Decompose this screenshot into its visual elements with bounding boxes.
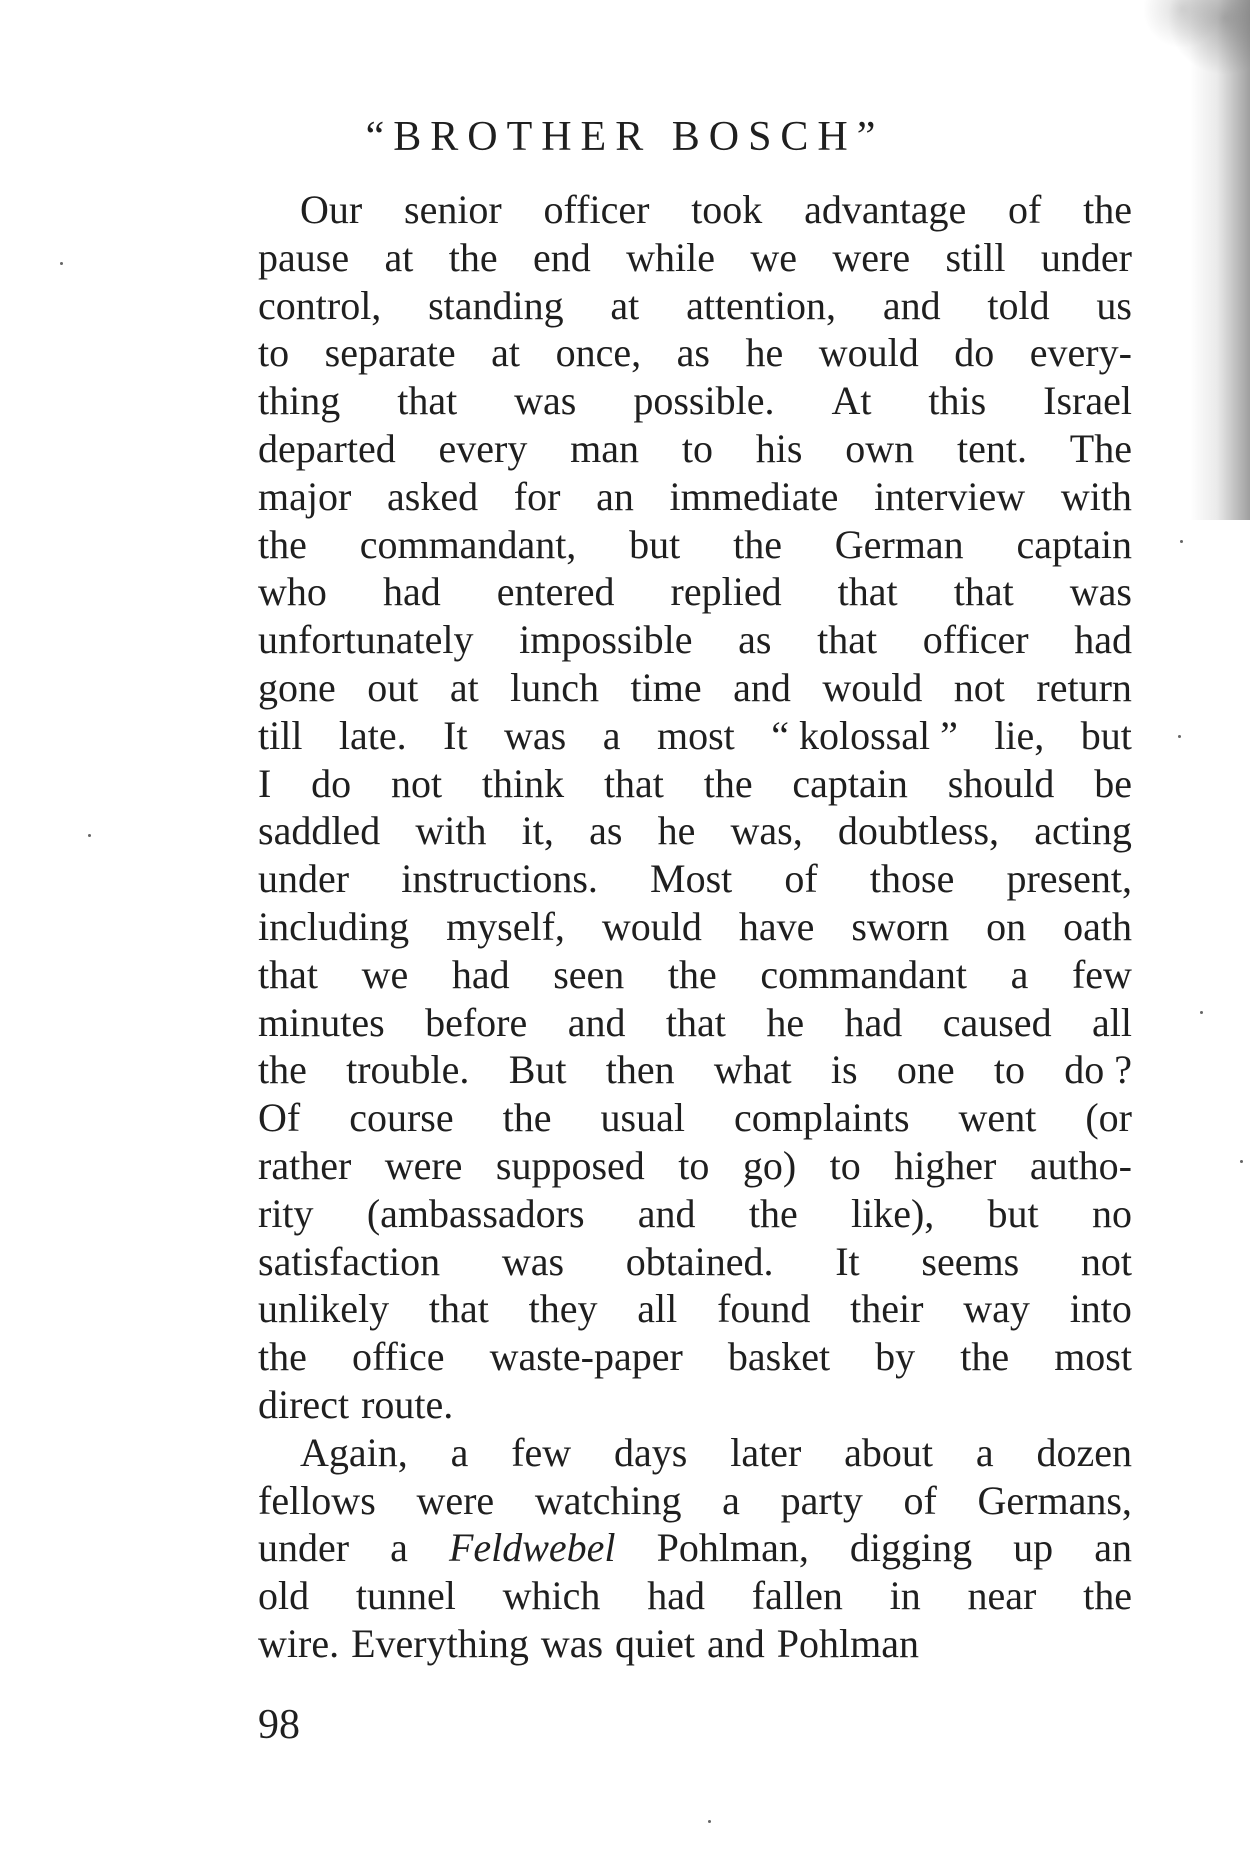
- scan-speckle: [1080, 0, 1250, 90]
- word: acting: [1034, 808, 1132, 854]
- word: to: [258, 330, 290, 376]
- word: course: [349, 1095, 454, 1141]
- word: including: [258, 903, 410, 949]
- word: dozen: [1036, 1429, 1132, 1475]
- word: one: [896, 1047, 955, 1093]
- word: all: [1092, 999, 1132, 1045]
- word: a: [450, 1429, 469, 1475]
- word: had: [382, 569, 441, 615]
- word: it,: [521, 808, 554, 854]
- word: every: [438, 425, 528, 471]
- word: direct: [258, 1381, 350, 1427]
- print-speck: [708, 1820, 711, 1823]
- word: not: [1080, 1238, 1132, 1284]
- word: lunch: [510, 664, 600, 710]
- word: the: [1083, 1573, 1132, 1619]
- word: into: [1069, 1286, 1132, 1332]
- text-line: [258, 1142, 1132, 1190]
- text-line: [258, 951, 1132, 999]
- word: Pohlman: [776, 1620, 920, 1666]
- word: was: [1069, 569, 1132, 615]
- word: saddled: [258, 808, 381, 854]
- word: digging: [849, 1525, 973, 1571]
- word: be: [1094, 760, 1132, 806]
- word: had: [1074, 617, 1132, 663]
- text-line: [258, 1333, 1132, 1381]
- word: as: [738, 617, 772, 663]
- text-line: [258, 473, 1132, 521]
- word: obtained.: [625, 1238, 774, 1284]
- word: they: [528, 1286, 598, 1332]
- word: seems: [921, 1238, 1020, 1284]
- word: the: [258, 521, 307, 567]
- word: satisfaction: [258, 1238, 441, 1284]
- word: would: [601, 903, 702, 949]
- word: complaints: [734, 1095, 910, 1141]
- word: possible.: [633, 378, 775, 424]
- word: (ambassadors: [366, 1190, 585, 1236]
- word: at: [449, 664, 479, 710]
- word: should: [947, 760, 1055, 806]
- word: entered: [496, 569, 615, 615]
- word: the: [733, 521, 782, 567]
- word: was,: [730, 808, 803, 854]
- word: no: [1091, 1190, 1132, 1236]
- word: present,: [1006, 856, 1132, 902]
- print-speck: [1240, 1160, 1243, 1163]
- word: had: [844, 999, 903, 1045]
- text-line: [258, 1524, 1132, 1572]
- word: sworn: [851, 903, 950, 949]
- text-line: [258, 616, 1132, 664]
- word: took: [691, 187, 763, 232]
- word: a: [1010, 951, 1029, 997]
- word: that: [258, 951, 318, 997]
- word: was: [514, 378, 577, 424]
- word: to: [678, 1142, 710, 1188]
- word: the: [502, 1095, 552, 1141]
- text-line: [258, 234, 1132, 282]
- print-speck: [60, 262, 63, 265]
- text-line: [258, 760, 1132, 808]
- word: the: [1083, 187, 1132, 232]
- word: Again,: [300, 1429, 408, 1475]
- word: their: [850, 1286, 924, 1332]
- word: basket: [727, 1334, 831, 1380]
- word: “ kolossal ”: [771, 712, 958, 758]
- word: the: [258, 1334, 307, 1380]
- word: (or: [1085, 1095, 1132, 1141]
- word: of: [903, 1477, 937, 1523]
- running-head: “BROTHER BOSCH”: [365, 114, 885, 160]
- word: who: [258, 569, 327, 615]
- word: tent.: [956, 425, 1027, 471]
- text-line: [258, 855, 1132, 903]
- word: It: [835, 1238, 860, 1284]
- text-line: [258, 1477, 1132, 1525]
- word: But: [508, 1047, 567, 1093]
- word: but: [1080, 712, 1132, 758]
- word: that: [603, 760, 664, 806]
- word: unfortunately: [258, 617, 474, 663]
- word: commandant: [760, 951, 967, 997]
- word: attention,: [686, 282, 837, 328]
- word: he: [745, 330, 784, 376]
- print-speck: [1178, 735, 1181, 738]
- text-line: [258, 664, 1132, 712]
- word: to: [993, 1047, 1025, 1093]
- word: advantage: [804, 187, 967, 232]
- word: an: [596, 473, 634, 519]
- word: commandant,: [359, 521, 577, 567]
- word: later: [730, 1429, 802, 1475]
- word: I: [258, 760, 272, 806]
- word: with: [415, 808, 487, 854]
- word: Our: [300, 187, 363, 232]
- word: those: [869, 856, 955, 902]
- word: was: [504, 712, 567, 758]
- word: way: [963, 1286, 1030, 1332]
- word: in: [889, 1573, 921, 1619]
- word: as: [676, 330, 710, 376]
- word: usual: [600, 1095, 685, 1141]
- word: to: [829, 1142, 861, 1188]
- word: caused: [942, 999, 1052, 1045]
- word: quiet: [615, 1620, 696, 1666]
- word: was: [501, 1238, 565, 1284]
- word: fellows: [258, 1477, 376, 1523]
- word: as: [589, 808, 623, 854]
- text-line: [258, 1046, 1132, 1094]
- word: by: [875, 1334, 916, 1380]
- word: not: [953, 664, 1005, 710]
- word: found: [717, 1286, 811, 1332]
- word: office: [351, 1334, 445, 1380]
- word: fallen: [751, 1573, 843, 1619]
- word: officer: [922, 617, 1029, 663]
- word: the: [448, 234, 498, 280]
- word: a: [390, 1525, 408, 1571]
- word: The: [1069, 425, 1132, 471]
- word: the: [960, 1334, 1010, 1380]
- word: few: [1071, 951, 1132, 997]
- text-line: [258, 999, 1132, 1047]
- word: Israel: [1043, 378, 1132, 424]
- word: and: [882, 282, 941, 328]
- word: had: [647, 1573, 705, 1619]
- word: watching: [534, 1477, 682, 1523]
- word: minutes: [258, 999, 385, 1045]
- word: near: [967, 1573, 1037, 1619]
- text-line: [258, 1620, 1132, 1668]
- body-text: [258, 186, 1132, 1668]
- word: instructions.: [401, 856, 598, 902]
- word: wire.: [258, 1620, 340, 1666]
- word: we: [750, 234, 797, 280]
- word: do ?: [1064, 1047, 1132, 1093]
- word: what: [713, 1047, 792, 1093]
- word: before: [425, 999, 528, 1045]
- word: rity: [258, 1190, 314, 1236]
- word: waste-paper: [489, 1334, 683, 1380]
- text-line: [258, 282, 1132, 330]
- text-line: [258, 1381, 1132, 1429]
- word: with: [1060, 473, 1132, 519]
- word: and: [733, 664, 791, 710]
- word: out: [367, 664, 419, 710]
- text-line: [258, 1429, 1132, 1477]
- word: own: [845, 425, 915, 471]
- word: which: [502, 1573, 601, 1619]
- word: higher: [894, 1142, 997, 1188]
- word: captain: [1016, 521, 1132, 567]
- word: have: [738, 903, 815, 949]
- word: At: [831, 378, 872, 424]
- word: and: [567, 999, 626, 1045]
- word: under: [258, 1525, 350, 1571]
- word: till: [258, 712, 303, 758]
- word: the: [667, 951, 717, 997]
- word: of: [1008, 187, 1042, 232]
- word: was: [540, 1620, 604, 1666]
- word: then: [605, 1047, 675, 1093]
- word: most: [1054, 1334, 1132, 1380]
- word: a: [722, 1477, 740, 1523]
- word: Everything: [351, 1620, 529, 1666]
- word: at: [610, 282, 640, 328]
- text-line: [258, 186, 1132, 234]
- text-line: [258, 1094, 1132, 1142]
- word: for: [513, 473, 561, 519]
- word: Pohlman,: [656, 1525, 809, 1571]
- word: a: [975, 1429, 994, 1475]
- word: time: [630, 664, 702, 710]
- word: he: [657, 808, 696, 854]
- word: this: [928, 378, 987, 424]
- word: not: [390, 760, 443, 806]
- word: do: [311, 760, 352, 806]
- text-line: [258, 903, 1132, 951]
- word: went: [958, 1095, 1037, 1141]
- word: that: [397, 378, 458, 424]
- word: rather: [258, 1142, 352, 1188]
- word: late.: [338, 712, 407, 758]
- text-line: [258, 1572, 1132, 1620]
- word: like),: [850, 1190, 935, 1236]
- word: about: [844, 1429, 933, 1475]
- word: the: [748, 1190, 798, 1236]
- text-line: [258, 329, 1132, 377]
- word: end: [532, 234, 591, 280]
- text-line: [258, 1238, 1132, 1286]
- word: Of: [258, 1095, 301, 1141]
- word: and: [707, 1620, 765, 1666]
- word: separate: [324, 330, 456, 376]
- word: that: [665, 999, 726, 1045]
- word: the: [258, 1047, 307, 1093]
- text-line: [258, 712, 1132, 760]
- word: immediate: [669, 473, 839, 519]
- word: return: [1036, 664, 1132, 710]
- text-line: [258, 568, 1132, 616]
- word: Feldwebel: [448, 1525, 616, 1571]
- word: were: [416, 1477, 495, 1523]
- word: that: [817, 617, 878, 663]
- word: would: [822, 664, 923, 710]
- word: standing: [428, 282, 564, 328]
- word: had: [451, 951, 510, 997]
- word: Germans,: [977, 1477, 1132, 1523]
- word: us: [1096, 282, 1132, 328]
- word: route.: [361, 1381, 454, 1427]
- word: thing: [258, 378, 341, 424]
- word: gone: [258, 664, 336, 710]
- word: few: [511, 1429, 572, 1475]
- word: oath: [1063, 903, 1132, 949]
- word: an: [1094, 1525, 1132, 1571]
- word: replied: [670, 569, 782, 615]
- word: told: [987, 282, 1050, 328]
- word: old: [258, 1573, 310, 1619]
- word: his: [755, 425, 803, 471]
- word: is: [830, 1047, 858, 1093]
- word: every-: [1029, 330, 1132, 376]
- word: while: [626, 234, 715, 280]
- word: up: [1013, 1525, 1054, 1571]
- word: departed: [258, 425, 396, 471]
- word: do: [954, 330, 995, 376]
- word: impossible: [519, 617, 693, 663]
- word: go): [742, 1142, 797, 1188]
- word: captain: [792, 760, 908, 806]
- word: unlikely: [258, 1286, 390, 1332]
- text-line: [258, 807, 1132, 855]
- word: interview: [874, 473, 1026, 519]
- word: party: [780, 1477, 863, 1523]
- word: once,: [555, 330, 642, 376]
- word: we: [361, 951, 409, 997]
- word: officer: [543, 187, 650, 232]
- page-number: 98: [258, 1702, 300, 1748]
- word: German: [834, 521, 964, 567]
- word: most: [656, 712, 735, 758]
- word: think: [481, 760, 565, 806]
- word: to: [681, 425, 713, 471]
- text-line: [258, 1285, 1132, 1333]
- word: senior: [404, 187, 502, 232]
- print-speck: [1200, 1011, 1203, 1014]
- word: It: [443, 712, 468, 758]
- word: control,: [258, 282, 382, 328]
- word: Most: [650, 856, 733, 902]
- word: a: [602, 712, 621, 758]
- word: on: [986, 903, 1027, 949]
- word: that: [837, 569, 898, 615]
- word: seen: [553, 951, 625, 997]
- word: days: [614, 1429, 688, 1475]
- text-line: [258, 1190, 1132, 1238]
- word: myself,: [446, 903, 565, 949]
- word: were: [832, 234, 911, 280]
- word: but: [987, 1190, 1039, 1236]
- word: lie,: [994, 712, 1045, 758]
- word: that: [428, 1286, 489, 1332]
- word: major: [258, 473, 352, 519]
- text-line: [258, 521, 1132, 569]
- word: at: [491, 330, 521, 376]
- word: of: [784, 856, 818, 902]
- word: autho-: [1029, 1142, 1132, 1188]
- word: doubtless,: [837, 808, 1000, 854]
- word: but: [629, 521, 681, 567]
- word: would: [818, 330, 919, 376]
- word: that: [953, 569, 1014, 615]
- word: were: [384, 1142, 463, 1188]
- word: man: [570, 425, 640, 471]
- word: he: [766, 999, 805, 1045]
- word: asked: [387, 473, 479, 519]
- text-line: [258, 425, 1132, 473]
- word: the: [703, 760, 753, 806]
- word: pause: [258, 234, 350, 280]
- word: under: [1040, 234, 1132, 280]
- word: still: [945, 234, 1006, 280]
- text-line: [258, 377, 1132, 425]
- word: under: [258, 856, 350, 902]
- word: all: [637, 1286, 678, 1332]
- word: at: [384, 234, 414, 280]
- word: supposed: [495, 1142, 645, 1188]
- word: tunnel: [355, 1573, 456, 1619]
- word: and: [637, 1190, 696, 1236]
- print-speck: [88, 834, 91, 837]
- word: trouble.: [346, 1047, 470, 1093]
- print-speck: [1180, 540, 1183, 543]
